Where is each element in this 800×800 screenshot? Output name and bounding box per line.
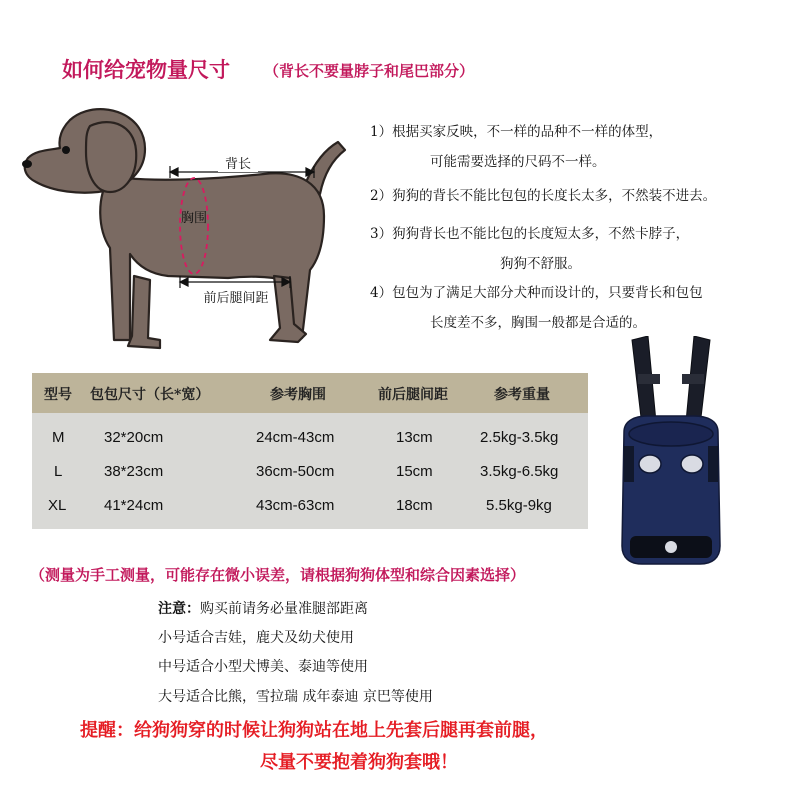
cell-weight: 2.5kg-3.5kg (480, 429, 559, 446)
header-leg-distance: 前后腿间距 (378, 387, 448, 403)
note-line-2: 可能需要选择的尺码不一样。 (430, 154, 606, 170)
bag-leg-hole (681, 455, 703, 473)
page-title: 如何给宠物量尺寸 (62, 58, 230, 82)
cell-leg-distance: 18cm (396, 497, 433, 514)
dog-ear (86, 122, 136, 192)
cell-leg-distance: 15cm (396, 463, 433, 480)
dog-front-leg (128, 276, 160, 348)
note-line-7: 长度差不多，胸围一般都是合适的。 (430, 315, 646, 331)
attention-label: 注意： (158, 601, 200, 617)
reminder-line-2: 尽量不要抱着狗狗套哦！ (260, 752, 458, 773)
cell-bag-size: 41*24cm (104, 497, 164, 514)
tip-medium: 中号适合小型犬博美、泰迪等使用 (158, 659, 368, 675)
cell-leg-distance: 13cm (396, 429, 433, 446)
cell-chest: 36cm-50cm (256, 463, 335, 480)
cell-bag-size: 38*23cm (104, 463, 164, 480)
note-line-4: 3）狗狗背长也不能比包的长度短太多，不然卡脖子， (370, 226, 690, 242)
cell-size: XL (48, 497, 67, 514)
header-chest: 参考胸围 (270, 387, 326, 403)
cell-chest: 24cm-43cm (256, 429, 335, 446)
dog-measure-diagram (18, 98, 358, 370)
tip-large: 大号适合比熊，雪拉瑞 成年泰迪 京巴等使用 (158, 689, 433, 705)
reminder-line-1: 提醒：给狗狗穿的时候让狗狗站在地上先套后腿再套前腿， (80, 720, 548, 741)
note-line-6: 4）包包为了满足大部分犬种而设计的，只要背长和包包 (370, 285, 703, 301)
size-table (32, 373, 588, 529)
back-length-label: 背长 (224, 157, 252, 172)
cell-weight: 3.5kg-6.5kg (480, 463, 559, 480)
pet-carrier-image (616, 336, 726, 568)
tip-small: 小号适合吉娃，鹿犬及幼犬使用 (158, 630, 354, 646)
cell-size: M (52, 429, 65, 446)
header-bag-size: 包包尺寸（长*宽） (90, 387, 210, 403)
cell-size: L (54, 463, 63, 480)
header-weight: 参考重量 (494, 387, 550, 403)
dog-nose (22, 160, 32, 168)
cell-bag-size: 32*20cm (104, 429, 164, 446)
note-line-3: 2）狗狗的背长不能比包包的长度长太多，不然装不进去。 (370, 188, 717, 204)
attention-line (158, 598, 368, 618)
measure-note: （测量为手工测量，可能存在微小误差，请根据狗狗体型和综合因素选择） (30, 566, 526, 584)
cell-chest: 43cm-63cm (256, 497, 335, 514)
size-table-header (32, 373, 588, 413)
note-line-5: 狗狗不舒服。 (500, 256, 581, 272)
bag-leg-hole (639, 455, 661, 473)
note-line-1: 1）根据买家反映，不一样的品种不一样的体型， (370, 124, 663, 140)
page-subtitle: （背长不要量脖子和尾巴部分） (264, 62, 475, 80)
header-size: 型号 (44, 387, 72, 403)
dog-eye (62, 146, 70, 154)
leg-distance-label: 前后腿间距 (203, 291, 269, 306)
attention-text: 购买前请务必量准腿部距离 (200, 601, 368, 617)
cell-weight: 5.5kg-9kg (486, 497, 552, 514)
chest-label: 胸围 (180, 211, 208, 226)
